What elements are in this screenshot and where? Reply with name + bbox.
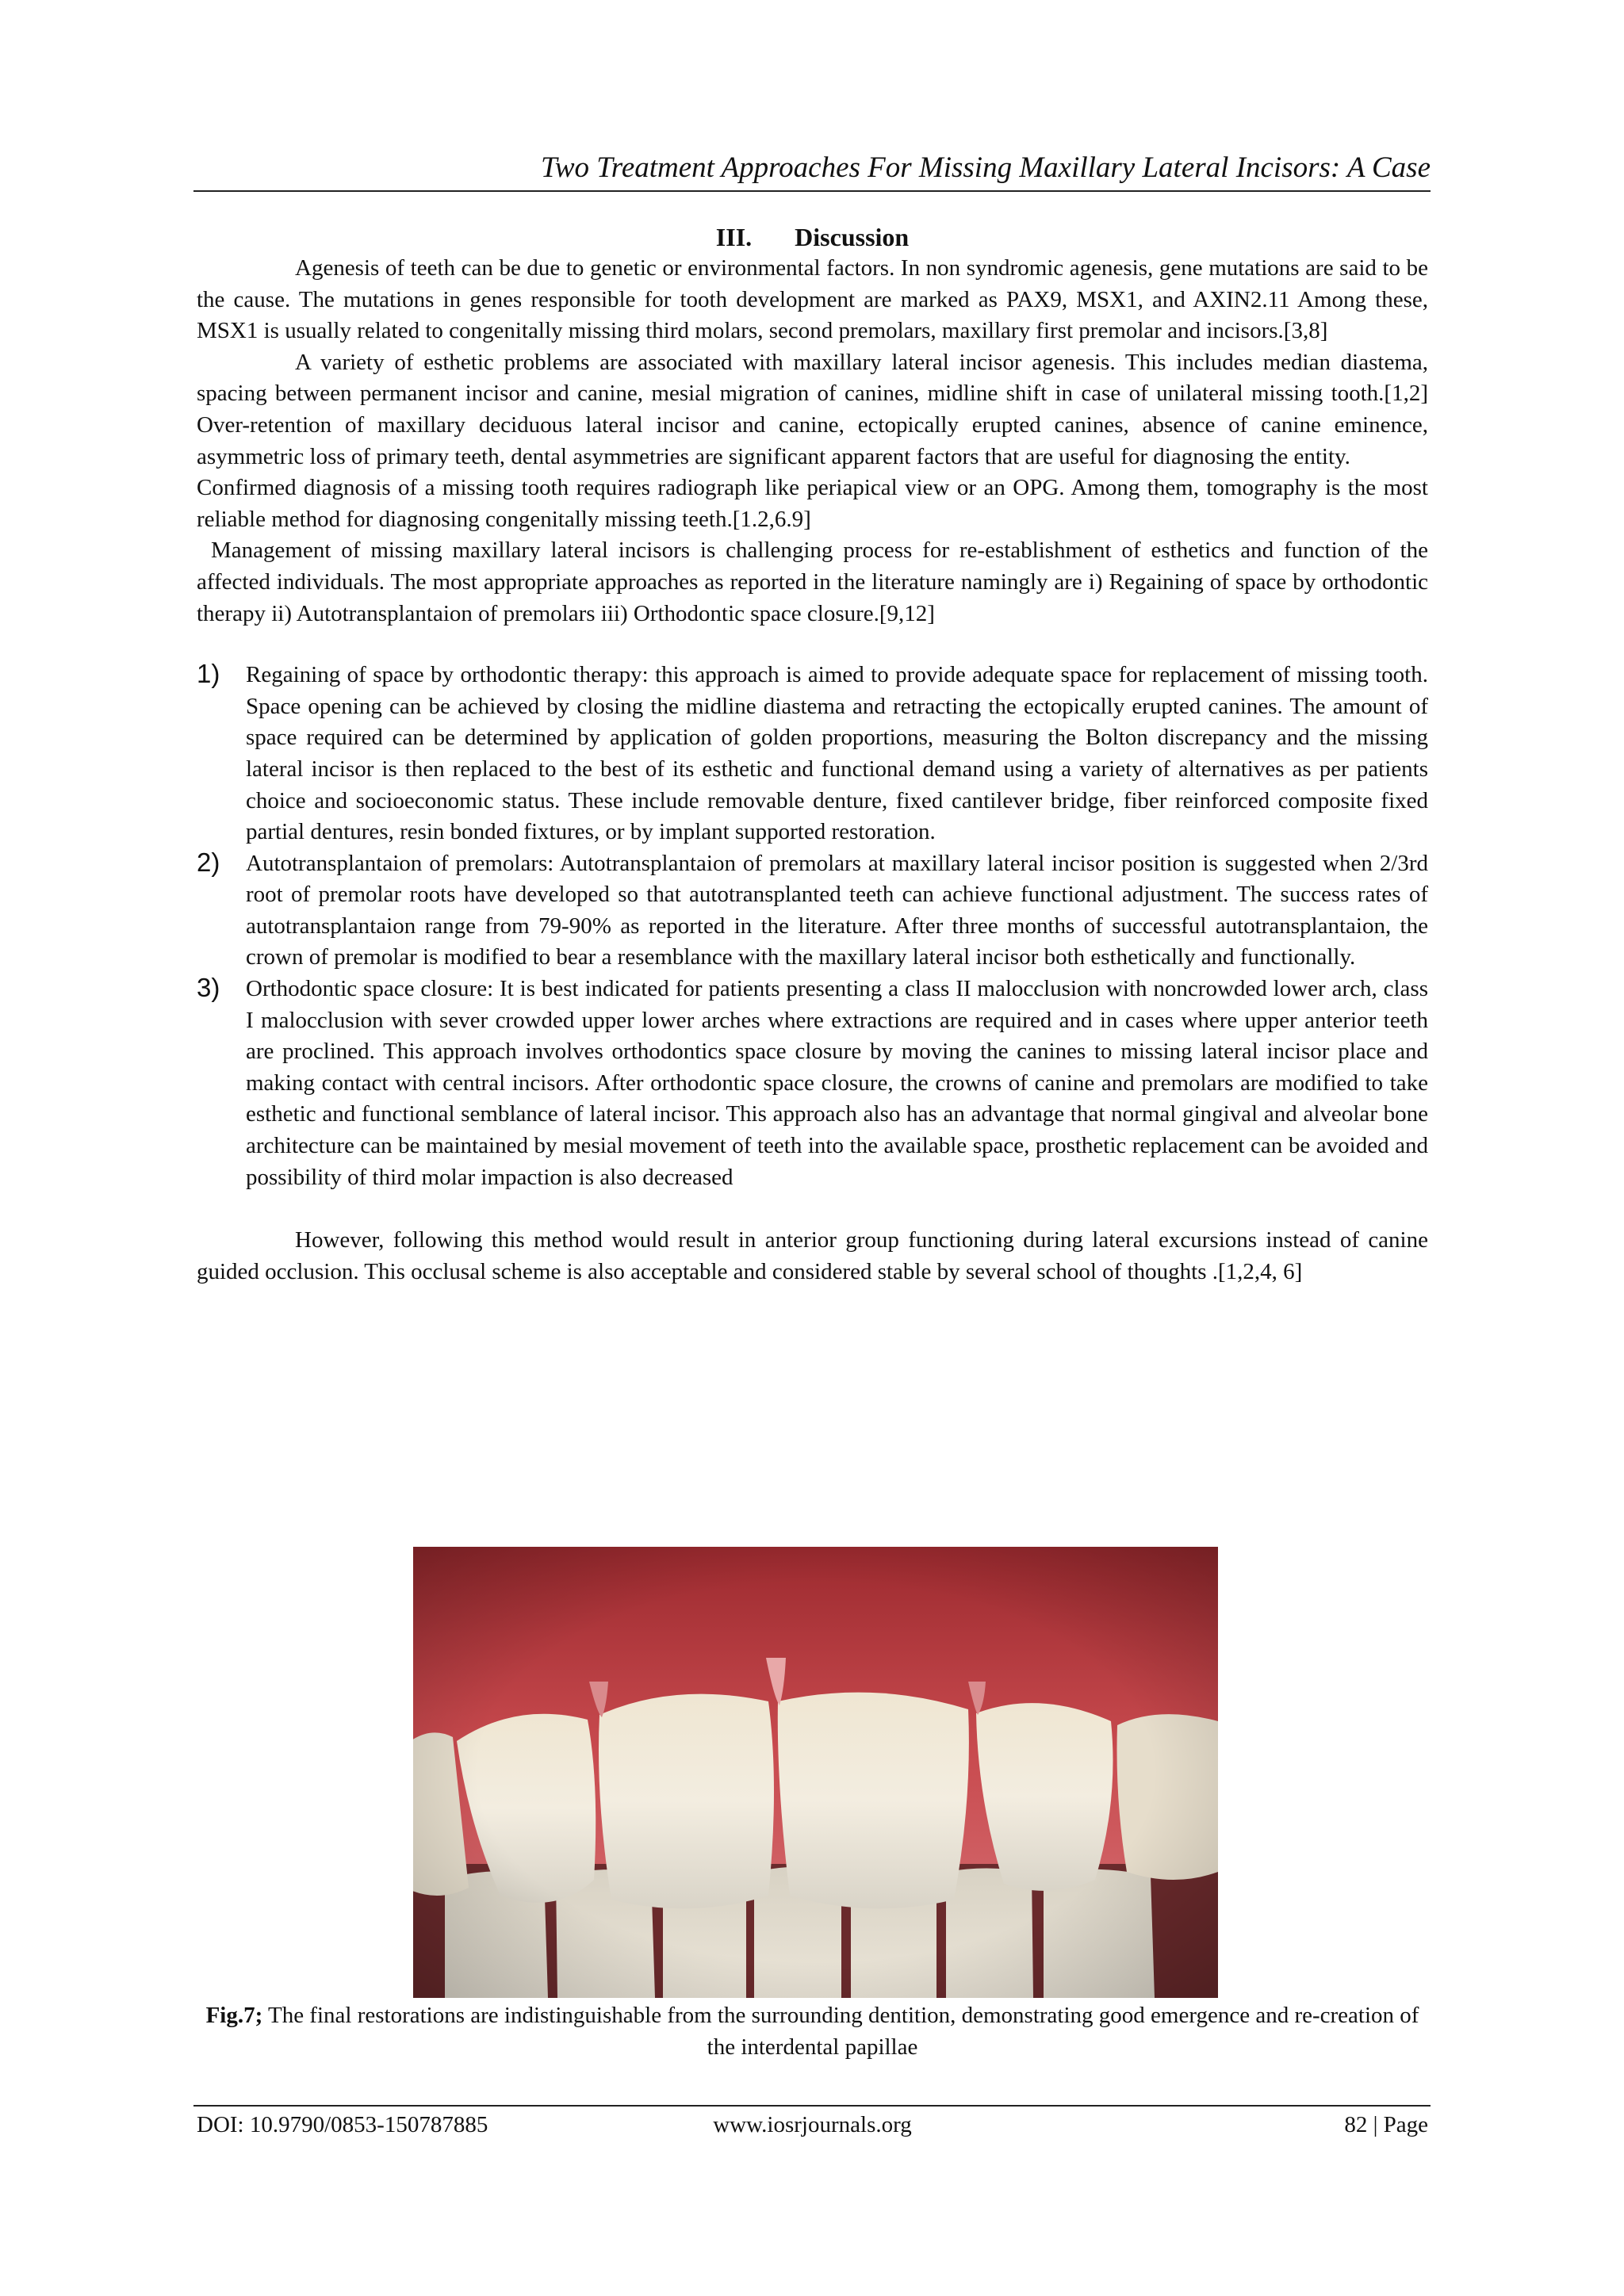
list-marker: 3) [197, 973, 220, 1003]
treatment-approaches-list [197, 660, 1428, 1193]
section-heading [197, 221, 1428, 253]
header-rule [193, 190, 1431, 192]
footer-doi: DOI: 10.9790/0853-150787885 [197, 2112, 488, 2137]
dental-photo-illustration [413, 1547, 1218, 1998]
figure-caption [197, 1999, 1428, 2063]
footer-website: www.iosrjournals.org [713, 2112, 912, 2137]
section-number: III. [715, 223, 753, 251]
list-marker: 2) [197, 847, 220, 877]
paragraph-management: Management of missing maxillary lateral incisors is challenging process for re-establishment of esthetics and function of the affected individuals. The most appropriate approaches as reported in the literature namingly are i) Regaining of space by orthodontic therapy ii) Autotransplantaion of premolars iii) Orthodontic space closure.[9,12] [197, 538, 1428, 626]
list-item [197, 660, 1428, 848]
list-item [197, 848, 1428, 974]
list-item [197, 974, 1428, 1193]
figure-caption-text: The final restorations are indistinguishable from the surrounding dentition, demonstrating good emergence and re-creation of the interdental papillae [262, 2003, 1419, 2060]
figure-dental-photo [413, 1547, 1218, 1998]
running-header-title: Two Treatment Approaches For Missing Maxillary Lateral Incisors: A Case [541, 151, 1431, 184]
footer-rule [193, 2105, 1431, 2107]
section-title: Discussion [795, 223, 910, 251]
paragraph-conclusion: However, following this method would result in anterior group functioning during lateral excursions instead of canine guided occlusion. This occlusal scheme is also acceptable and considered stable by several school of thoughts .[1,2,4, 6] [197, 1227, 1428, 1284]
paragraph-diagnosis: Confirmed diagnosis of a missing tooth requires radiograph like periapical view or an OPG. Among them, tomography is the most reliable method for diagnosing congenitally missing teeth.[1.2,6.9] [197, 475, 1428, 532]
paragraph-spacer [197, 1193, 1428, 1225]
figure-label: Fig.7; [205, 2003, 263, 2028]
list-item-text: Orthodontic space closure: It is best indicated for patients presenting a class II malocclusion with noncrowded lower arch, class I malocclusion with sever crowded upper lower arches where extractions are required and in cases where upper anterior teeth are proclined. This approach involves orthodontics space closure by moving the canines to missing lateral incisor place and making contact with central incisors. After orthodontic space closure, the crowns of canine and premolars are modified to take esthetic and functional semblance of lateral incisor. This approach also has an advantage that normal gingival and alveolar bone architecture can be maintained by mesial movement of teeth into the available space, prosthetic replacement can be avoided and possibility of third molar impaction is also decreased [246, 976, 1428, 1190]
paragraph-genetics: Agenesis of teeth can be due to genetic or environmental factors. In non syndromic agenesis, gene mutations are said to be the cause. The mutations in genes responsible for tooth development are marked as PAX9, MSX1, and AXIN2.11 Among these, MSX1 is usually related to congenitally missing third molars, second premolars, maxillary first premolar and incisors.[3,8] [197, 255, 1428, 344]
article-body [197, 221, 1428, 1288]
list-item-text: Regaining of space by orthodontic therapy: this approach is aimed to provide adequate space for replacement of missing tooth. Space opening can be achieved by closing the midline diastema and retracting the ectopically erupted canines. The amount of space required can be determined by application of golden proportions, measuring the Bolton discrepancy and the missing lateral incisor is then replaced to the best of its esthetic and functional demand using a variety of alternatives as per patients choice and socioeconomic status. These include removable denture, fixed cantilever bridge, fiber reinforced composite fixed partial dentures, resin bonded fixtures, or by implant supported restoration. [246, 662, 1428, 845]
list-marker: 1) [197, 659, 220, 689]
footer-page-number: 82 | Page [1344, 2112, 1428, 2137]
list-item-text: Autotransplantaion of premolars: Autotransplantaion of premolars at maxillary lateral incisor position is suggested when 2/3rd root of premolar roots have developed so that autotransplanted teeth can achieve functional adjustment. The success rates of autotransplantaion range from 79-90% as reported in the literature. After three months of successful autotransplantaion, the crown of premolar is modified to bear a resemblance with the maxillary lateral incisor both esthetically and functionally. [246, 850, 1428, 970]
paragraph-esthetic-problems: A variety of esthetic problems are associated with maxillary lateral incisor agenesis. This includes median diastema, spacing between permanent incisor and canine, mesial migration of canines, midline shift in case of unilateral missing tooth.[1,2] Over-retention of maxillary deciduous lateral incisor and canine, ectopically erupted canines, absence of canine eminence, asymmetric loss of primary teeth, dental asymmetries are significant apparent factors that are useful for diagnosing the entity. [197, 349, 1428, 469]
